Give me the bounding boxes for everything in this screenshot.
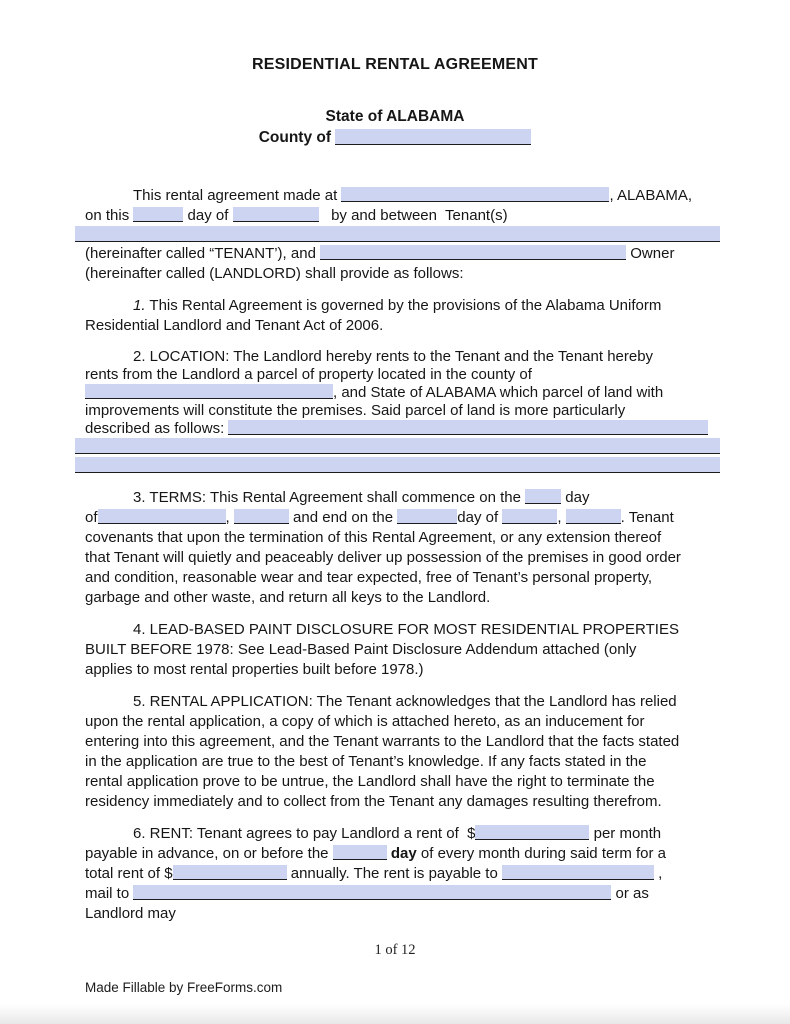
form-line bbox=[85, 752, 718, 772]
form-line bbox=[85, 772, 718, 792]
form-line bbox=[85, 296, 718, 316]
form-line bbox=[85, 420, 718, 438]
text-segment: This Rental Agreement is governed by the provisions of the Alabama Uniform bbox=[145, 297, 662, 314]
blank-payable-to[interactable] bbox=[502, 865, 654, 880]
text-segment: (hereinafter called “TENANT’), and bbox=[85, 245, 321, 262]
form-line bbox=[85, 508, 718, 528]
blank-day[interactable] bbox=[133, 207, 183, 222]
form-line bbox=[85, 732, 718, 752]
text-segment: , and State of ALABAMA which parcel of land with bbox=[333, 384, 664, 401]
text-segment: covenants that upon the termination of this Rental Agreement, or any extension thereof bbox=[85, 529, 662, 546]
text-segment: upon the rental application, a copy of which is attached hereto, as an inducement for bbox=[85, 713, 645, 730]
text-segment: applies to most rental properties built before 1978.) bbox=[85, 661, 424, 678]
text-segment: and end on the bbox=[288, 509, 398, 526]
form-line bbox=[85, 244, 718, 264]
paragraph-rent bbox=[85, 824, 718, 924]
blank-end-year[interactable] bbox=[566, 509, 621, 524]
text-segment: of bbox=[85, 509, 98, 526]
blank-month[interactable] bbox=[233, 207, 319, 222]
form-line bbox=[85, 640, 718, 660]
state-line: State of ALABAMA bbox=[325, 108, 465, 125]
credit-line: Made Fillable by FreeForms.com bbox=[85, 980, 283, 995]
form-line bbox=[85, 660, 718, 680]
form-line bbox=[75, 438, 718, 457]
text-segment: garbage and other waste, and return all keys to the Landlord. bbox=[85, 589, 491, 606]
paragraph-terms bbox=[85, 488, 718, 608]
text-segment: Owner bbox=[626, 245, 675, 262]
form-line bbox=[85, 712, 718, 732]
text-segment: and condition, reasonable wear and tear expected, free of Tenant’s personal property, bbox=[85, 569, 653, 586]
text-segment: residency immediately and to collect from the Tenant any damages resulting therefrom. bbox=[85, 793, 662, 810]
text-segment: day bbox=[390, 845, 417, 862]
paragraph-lead-paint bbox=[85, 620, 718, 680]
text-segment: . Tenant bbox=[620, 509, 674, 526]
blank-commence-month[interactable] bbox=[98, 509, 226, 524]
document-body bbox=[85, 186, 718, 924]
form-line bbox=[85, 904, 718, 924]
text-segment: that Tenant will quietly and peaceably deliver up possession of the premises in good order bbox=[85, 549, 681, 566]
form-line bbox=[85, 316, 718, 336]
form-line bbox=[85, 528, 718, 548]
text-segment: 2. LOCATION: The Landlord hereby rents to the Tenant and the Tenant hereby bbox=[133, 348, 654, 365]
text-segment: day of bbox=[457, 509, 503, 526]
blank-end-month[interactable] bbox=[502, 509, 557, 524]
blank-made-at-city[interactable] bbox=[341, 187, 609, 202]
blank-end-day[interactable] bbox=[397, 509, 457, 524]
document-title: RESIDENTIAL RENTAL AGREEMENT bbox=[252, 56, 538, 73]
blank-county[interactable] bbox=[335, 129, 531, 145]
form-line bbox=[85, 206, 718, 226]
page-bottom-shadow bbox=[0, 1004, 790, 1024]
text-segment: , ALABAMA, bbox=[609, 187, 692, 204]
text-segment: BUILT BEFORE 1978: See Lead-Based Paint Disclosure Addendum attached (only bbox=[85, 641, 637, 658]
text-segment: day bbox=[561, 489, 590, 506]
form-line bbox=[85, 568, 718, 588]
form-line bbox=[75, 226, 718, 244]
form-line bbox=[85, 548, 718, 568]
blank-property-county[interactable] bbox=[85, 384, 333, 399]
form-line bbox=[85, 884, 718, 904]
form-line bbox=[85, 588, 718, 608]
form-line bbox=[85, 402, 718, 420]
form-line bbox=[75, 457, 718, 476]
blank-property-description-2[interactable] bbox=[75, 438, 720, 454]
text-segment: rents from the Landlord a parcel of property located in the county of bbox=[85, 366, 532, 383]
text-segment: improvements will constitute the premises. Said parcel of land is more particularly bbox=[85, 402, 626, 419]
text-segment: mail to bbox=[85, 885, 134, 902]
text-segment: entering into this agreement, and the Tenant warrants to the Landlord that the facts stated bbox=[85, 733, 680, 750]
text-segment: on this bbox=[85, 207, 134, 224]
blank-rent-due-day[interactable] bbox=[333, 845, 387, 860]
text-segment: This rental agreement made at bbox=[133, 187, 342, 204]
text-segment: Residential Landlord and Tenant Act of 2006. bbox=[85, 317, 384, 334]
form-line bbox=[85, 264, 718, 284]
text-segment: 6. RENT: Tenant agrees to pay Landlord a rent of $ bbox=[133, 825, 476, 842]
text-segment: in the application are true to the best of Tenant’s knowledge. If any facts stated in the bbox=[85, 753, 647, 770]
paragraph-intro bbox=[85, 186, 718, 284]
text-segment: by and between Tenant(s) bbox=[318, 207, 508, 224]
form-line bbox=[85, 348, 718, 366]
blank-property-description-3[interactable] bbox=[75, 457, 720, 473]
blank-tenant-names[interactable] bbox=[75, 226, 720, 242]
text-segment: annually. The rent is payable to bbox=[286, 865, 502, 882]
text-segment: , bbox=[557, 509, 566, 526]
text-segment: , bbox=[653, 865, 663, 882]
form-line bbox=[85, 844, 718, 864]
form-line bbox=[85, 792, 718, 812]
text-segment: Landlord may bbox=[85, 905, 176, 922]
paragraph-rental-application bbox=[85, 692, 718, 812]
text-segment: rental application prove to be untrue, the Landlord shall have the right to terminate the bbox=[85, 773, 655, 790]
text-segment: payable in advance, on or before the bbox=[85, 845, 333, 862]
form-line bbox=[85, 366, 718, 384]
text-segment: total rent of $ bbox=[85, 865, 173, 882]
blank-owner-name[interactable] bbox=[320, 245, 626, 260]
text-segment: 3. TERMS: This Rental Agreement shall commence on the bbox=[133, 489, 526, 506]
blank-commence-year[interactable] bbox=[234, 509, 289, 524]
form-line bbox=[85, 384, 718, 402]
form-line bbox=[85, 864, 718, 884]
text-segment: described as follows: bbox=[85, 420, 229, 437]
form-line bbox=[85, 620, 718, 640]
text-segment: (hereinafter called (LANDLORD) shall provide as follows: bbox=[85, 265, 464, 282]
text-segment: , bbox=[225, 509, 234, 526]
blank-annual-rent[interactable] bbox=[173, 865, 287, 880]
text-segment: day of bbox=[183, 207, 233, 224]
form-line bbox=[85, 186, 718, 206]
form-line bbox=[85, 692, 718, 712]
county-line bbox=[0, 127, 790, 148]
text-segment: 5. RENTAL APPLICATION: The Tenant acknowledges that the Landlord has relied bbox=[133, 693, 677, 710]
text-segment: 1. bbox=[133, 297, 146, 314]
paragraph-location bbox=[85, 348, 718, 476]
page-number: 1 of 12 bbox=[374, 942, 416, 958]
text-segment: per month bbox=[589, 825, 662, 842]
blank-mail-to-address[interactable] bbox=[133, 885, 611, 900]
text-segment: 4. LEAD-BASED PAINT DISCLOSURE FOR MOST RESIDENTIAL PROPERTIES bbox=[133, 621, 679, 638]
text-segment: of every month during said term for a bbox=[416, 845, 666, 862]
paragraph-governing-law bbox=[85, 296, 718, 336]
text-segment: County of bbox=[258, 129, 336, 146]
blank-commence-day[interactable] bbox=[525, 489, 561, 504]
text-segment: or as bbox=[611, 885, 649, 902]
form-line bbox=[85, 488, 718, 508]
blank-property-description-1[interactable] bbox=[228, 420, 708, 435]
blank-monthly-rent[interactable] bbox=[475, 825, 589, 840]
form-line bbox=[85, 824, 718, 844]
